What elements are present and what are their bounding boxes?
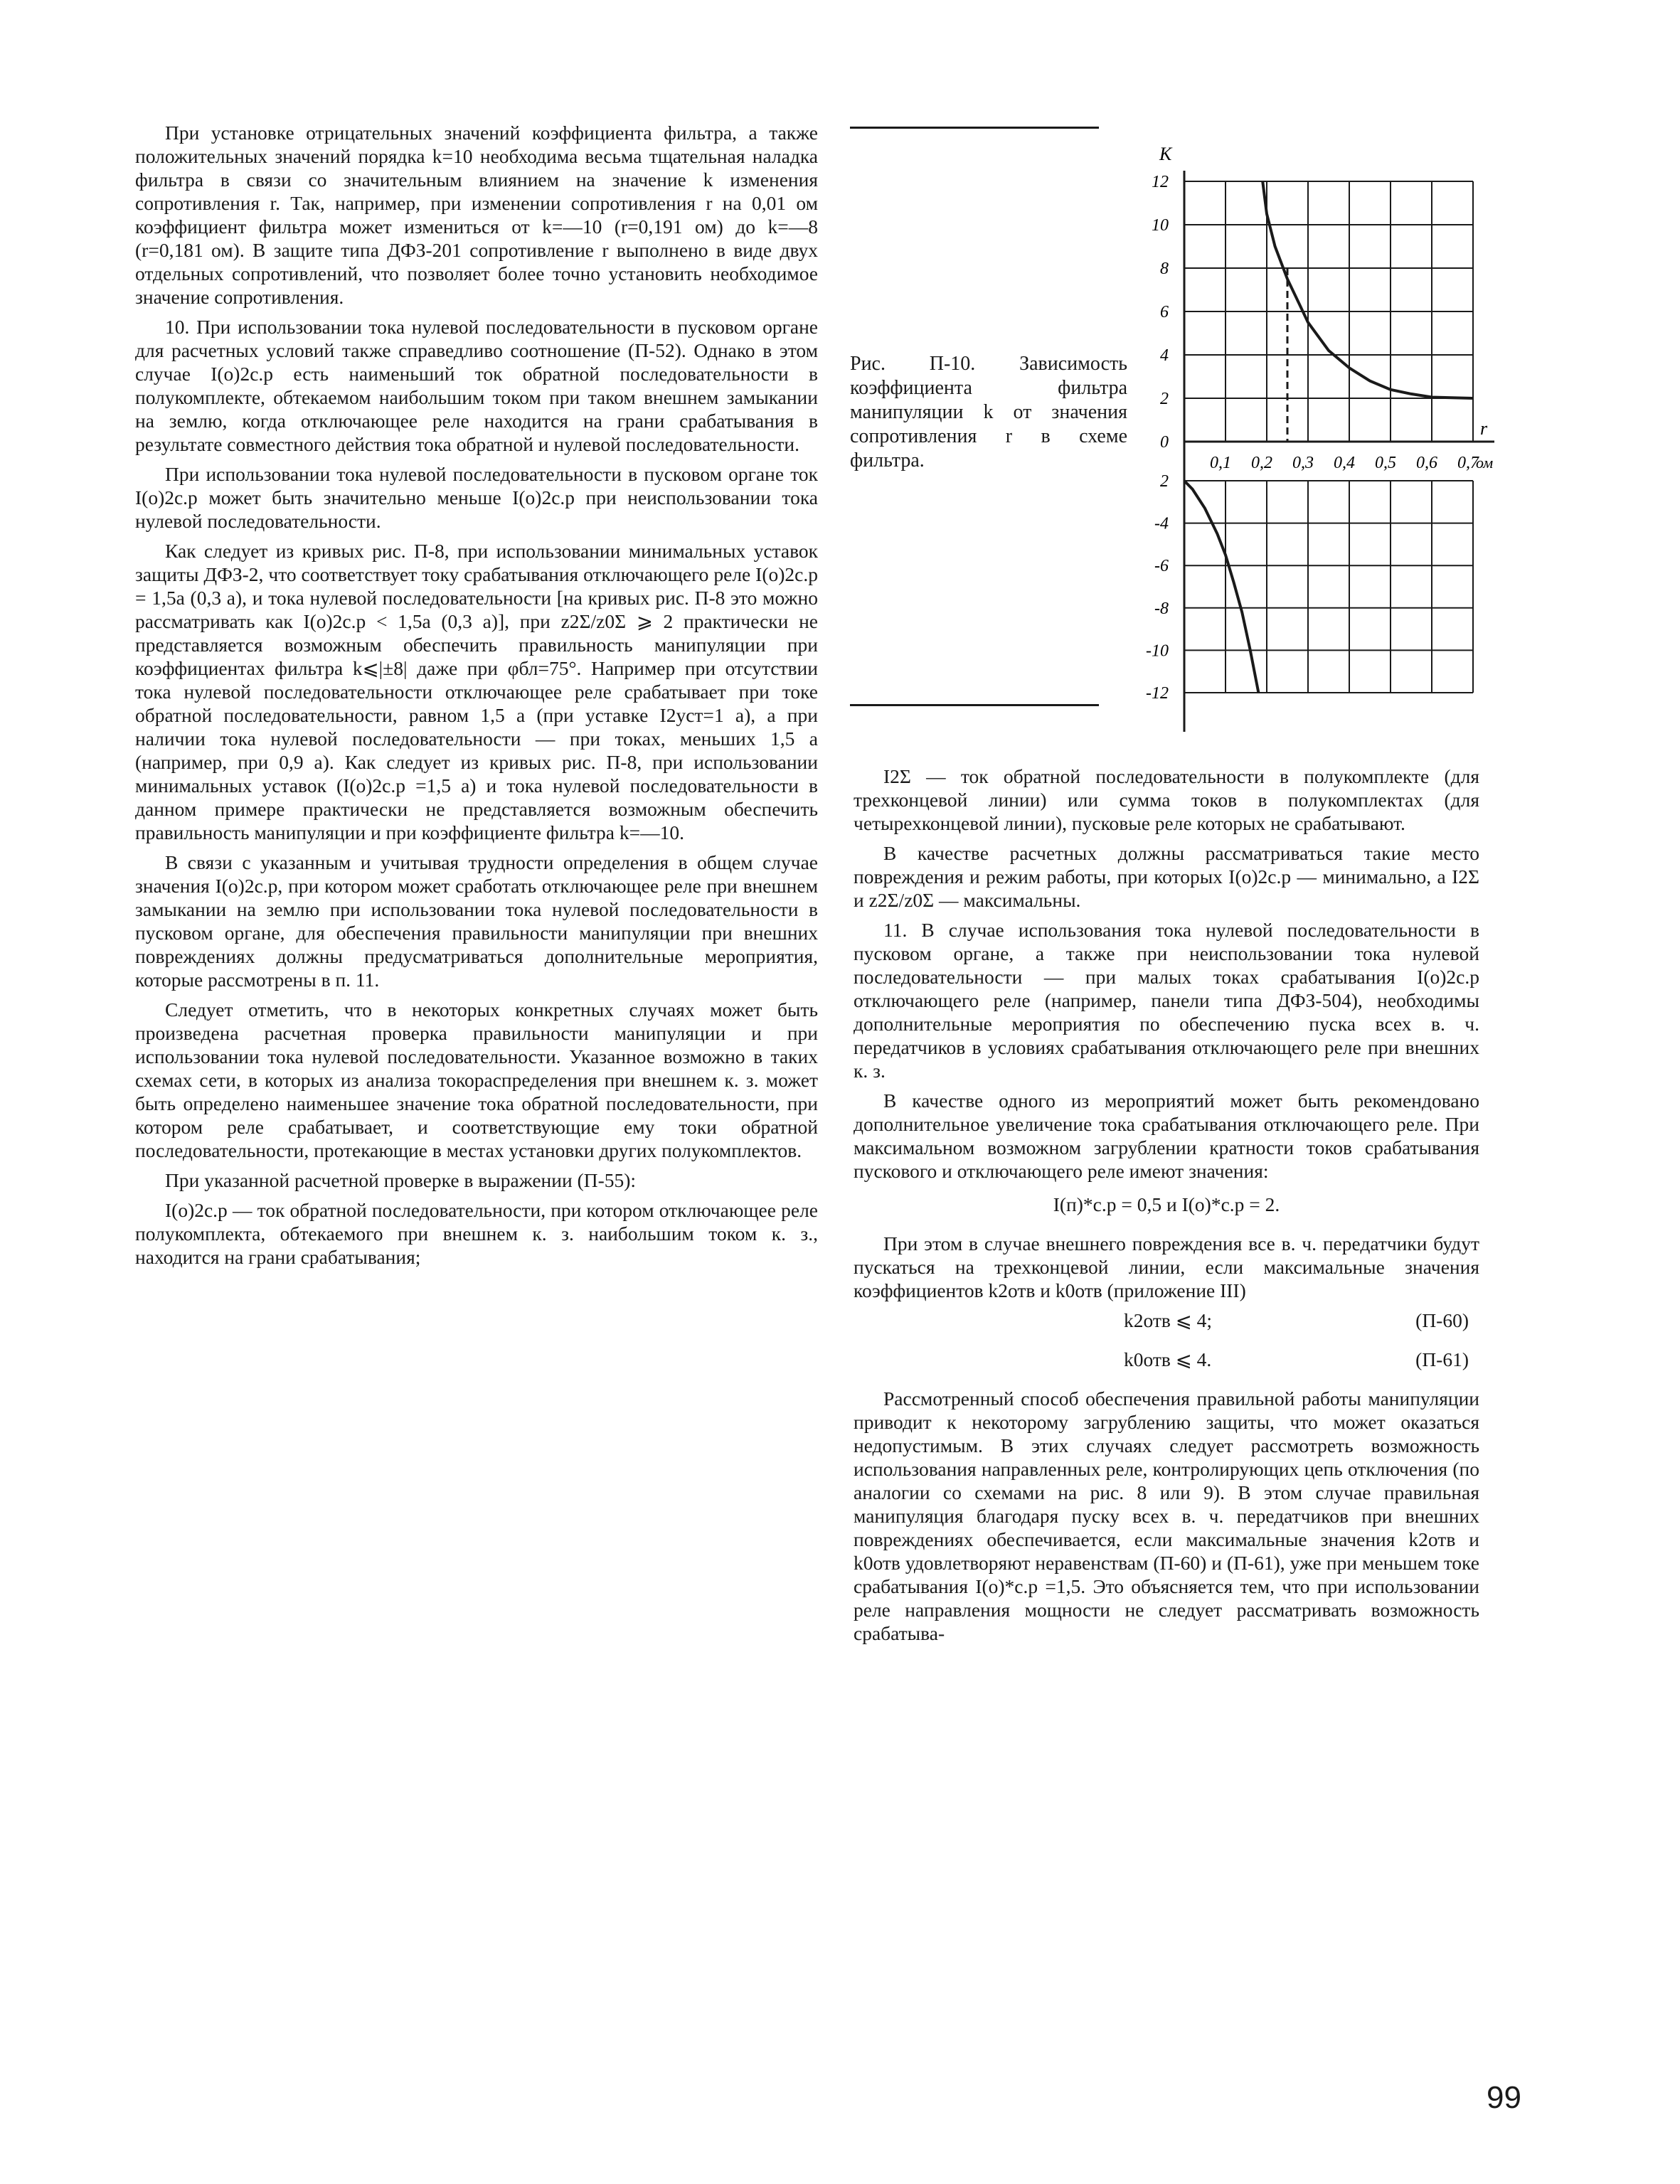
chart-labels [1146, 144, 1493, 703]
x-tick-label: 0,6 [1416, 454, 1437, 472]
series-line-upper [1262, 181, 1473, 398]
y-tick-label: 4 [1160, 346, 1169, 365]
chart-grid [1184, 181, 1473, 693]
paragraph: I2Σ — ток обратной последовательности в полукомплекте (для трехконцевой линии) или сумма токов в полукомплектах (для четырехконцевой линии), пусковые реле которых не срабатывают. [854, 765, 1479, 834]
paragraph: 10. При использовании тока нулевой последовательности в пусковом органе для расчетных условий также справедливо соотношение (П-52). Однако в этом случае I(o)2с.р есть наименьший ток обратной последовательности в полукомплекте, обтекаемом наибольшим током при таком внешнем замыкании на землю, когда отключающее реле находится на грани срабатывания в результате совместного действия тока обратной и нулевой последовательности. [135, 316, 818, 455]
x-axis-label: r [1480, 418, 1488, 439]
x-tick-label: 0,2 [1251, 454, 1272, 472]
y-tick-label: -4 [1154, 514, 1169, 533]
paragraph: 11. В случае использования тока нулевой последовательности в пусковом органе, а также при неиспользовании тока нулевой последовательности — при малых токах срабатывания I(o)2с.р отключающего реле (например, панели типа ДФЗ-504), необходимы дополнительные мероприятия по обеспечению пуска всех в. ч. передатчиков в условиях срабатывания отключающего реле при внешних к. з. [854, 919, 1479, 1082]
series-line-lower [1184, 481, 1258, 693]
paragraph: При указанной расчетной проверке в выражении (П-55): [165, 1169, 637, 1191]
equation-p60 [854, 1309, 1479, 1332]
y-tick-label: 2 [1160, 390, 1169, 408]
equation-expr: k2отв ⩽ 4; [1124, 1309, 1213, 1331]
paragraph: Как следует из кривых рис. П-8, при использовании минимальных уставок защиты ДФЗ-2, что соответствует току срабатывания отключающего реле I(o)2с.р = 1,5a (0,3 a), и тока нулевой последовательности [на кривых рис. П-8 это можно рассматривать как I(o)2с.р < 1,5a (0,3 a)], при z2Σ/z0Σ ⩾ 2 практически не представляется возможным обеспечить правильность манипуляции при коэффициентах фильтра k⩽|±8| даже при φбл=75°. Например при отсутствии тока нулевой последовательности отключающее реле срабатывает при токе обратной последовательности, равном 1,5 a (при уставке I2уст=1 a), а при наличии тока нулевой последовательности — при токах, меньших 1,5 a (например, при 0,9 a). Как следует из кривых рис. П-8, при использовании минимальных уставок (I(o)2с.р =1,5 a) и тока нулевой последовательности в данном примере практически не представляется возможным обеспечить правильность манипуляции и при коэффициенте фильтра k=—10. [135, 540, 818, 843]
x-tick-label: 0,1 [1210, 454, 1231, 472]
x-tick-label: 0,5 [1375, 454, 1396, 472]
y-tick-label: -12 [1146, 684, 1169, 703]
paragraph: Следует отметить, что в некоторых конкретных случаях может быть произведена расчетная проверка правильности манипуляции и при использовании тока нулевой последовательности. Указанное возможно в таких схемах сети, в которых из анализа токораспределения при внешнем к. з. может быть определено наименьшее значение тока обратной последовательности, при котором реле срабатывает, и соответствующие ему токи обратной последовательности, протекающие в местах установки других полукомплектов. [135, 998, 818, 1161]
y-tick-label: 12 [1152, 173, 1169, 191]
paragraph: В качестве расчетных должны рассматриваться такие место повреждения и режим работы, при которых I(o)2с.р — минимально, а I2Σ и z2Σ/z0Σ — максимальны. [854, 842, 1479, 911]
paragraph: При использовании тока нулевой последовательности в пусковом органе ток I(o)2с.р может быть значительно меньше I(o)2с.р при неиспользовании тока нулевой последовательности. [135, 463, 818, 532]
left-column [135, 121, 818, 1275]
equation-label: (П-61) [1415, 1348, 1469, 1370]
x-tick-label: 0,4 [1334, 454, 1355, 472]
equation-p61 [854, 1348, 1479, 1371]
x-tick-label: 0,3 [1292, 454, 1314, 472]
paragraph: В качестве одного из мероприятий может быть рекомендовано дополнительное увеличение тока срабатывания отключающего реле. При максимальном возможном загрублении кратности токов срабатывания пускового и отключающего реле имеют значения: [854, 1090, 1479, 1182]
chart-axes [1184, 171, 1494, 732]
x-tick-label: 0,7 [1457, 454, 1479, 472]
formula-main: I(п)*с.р = 0,5 и I(o)*с.р = 2. [1053, 1193, 1280, 1215]
chart-series [1184, 181, 1473, 693]
paragraph: При установке отрицательных значений коэффициента фильтра, а также положительных значений порядка k=10 необходима весьма тщательная наладка фильтра в связи со значительным влиянием на значение k изменения сопротивления r. Так, например, при изменении сопротивления r на 0,01 ом коэффициент фильтра может измениться от k=—10 (r=0,191 ом) до k=—8 (r=0,181 ом). В защите типа ДФЗ-201 сопротивление r выполнено в виде двух отдельных сопротивлений, что позволяет более точно установить необходимое значение сопротивления. [135, 122, 818, 308]
y-tick-label: -6 [1154, 557, 1169, 576]
y-tick-label: -8 [1154, 599, 1169, 618]
y-tick-label: 2 [1160, 472, 1169, 491]
paragraph: Рассмотренный способ обеспечения правильной работы манипуляции приводит к некоторому загрублению защиты, что может оказаться недопустимым. В этих случаях следует рассмотреть возможность использования направленных реле, контролирующих цепь отключения (по аналогии со схемами на рис. 8 или 9). В этом случае правильная манипуляция благодаря пуску всех в. ч. передатчиков при внешних повреждениях обеспечивается, если максимальные значения k2отв и k0отв удовлетворяют неравенствам (П-60) и (П-61), уже при меньшем токе срабатывания I(o)*с.р =1,5. Это объясняется тем, что при использовании реле направления мощности не следует рассматривать возможность срабатыва- [854, 1387, 1479, 1644]
figure-chart [1131, 139, 1501, 747]
equation-expr: k0отв ⩽ 4. [1124, 1348, 1212, 1370]
paragraph: При этом в случае внешнего повреждения все в. ч. передатчики будут пускаться на трехконцевой линии, если максимальные значения коэффициентов k2отв и k0отв (приложение III) [854, 1232, 1479, 1301]
paragraph: I(o)2с.р — ток обратной последовательности, при котором отключающее реле полукомплекта, обтекаемого при внешнем к. з. наибольшим током к. з., находится на грани срабатывания; [135, 1199, 818, 1268]
right-column-top [854, 765, 1479, 1651]
y-tick-label: 8 [1160, 260, 1169, 278]
page-number: 99 [1487, 2080, 1521, 2115]
equation-label: (П-60) [1415, 1309, 1469, 1331]
y-tick-label: 10 [1152, 216, 1169, 235]
figure-top-rule [850, 127, 1099, 129]
y-tick-label: -10 [1146, 641, 1169, 661]
figure-bottom-rule [850, 704, 1099, 706]
paragraph: В связи с указанным и учитывая трудности определения в общем случае значения I(o)2с.р, при котором может сработать отключающее реле при внешнем замыкании на землю при использовании тока нулевой последовательности в пусковом органе, для обеспечения правильности манипуляции при внешних повреждениях должны предусматриваться дополнительные мероприятия, которые рассмотрены в п. 11. [135, 851, 818, 991]
x-unit-label: ом [1476, 454, 1494, 472]
figure-caption: Рис. П-10. Зависимость коэффициента фильтра манипуляции k от значения сопротивления r в схеме фильтра. [850, 353, 1127, 472]
y-axis-label: K [1159, 144, 1172, 164]
y-tick-label: 0 [1160, 433, 1169, 452]
y-tick-label: 6 [1160, 303, 1169, 321]
